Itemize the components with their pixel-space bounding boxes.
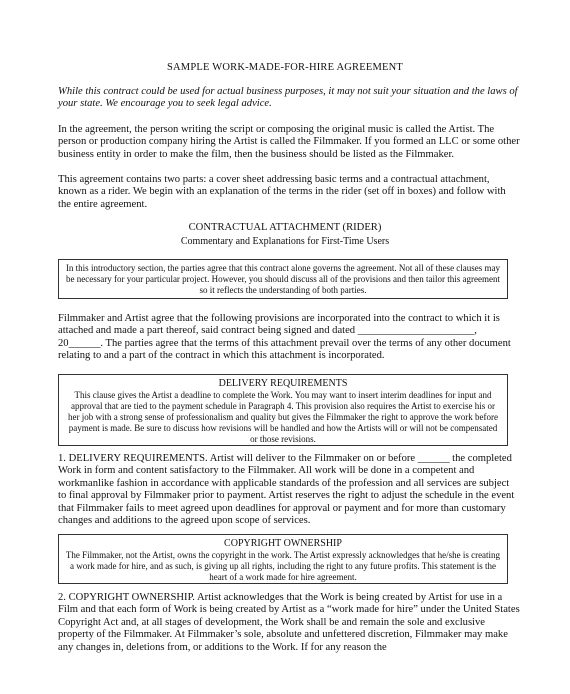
commentary-box-copyright-text: The Filmmaker, not the Artist, owns the copyright in the work. The Artist expressly acknowledges that he/she is creating a work made for hire, and as such, is giving up all rights, including the right to any future profits. This statement is the heart of a work made for hire agreement. bbox=[65, 550, 501, 582]
clause-copyright-ownership: 2. COPYRIGHT OWNERSHIP. Artist acknowledges that the Work is being created by Artist for use in a Film and that each form of Work is being created by Artist as a “work made for hire” under the United States Copyright Act and, at all stages of development, the Work shall be and remain the sole and exclusive property of the Filmmaker. At Filmmaker’s sole, absolute and unfettered discretion, Filmmaker may make any changes in, deletions from, or additions to the Work. If for any reason the bbox=[58, 592, 520, 653]
paragraph-incorporation: Filmmaker and Artist agree that the following provisions are incorporated into the contract to which it is attached and made a part thereof, said contract being signed and dated ______________________, 20______. The parties agree that the terms of this attachment prevail over the terms of any other document relating to and a part of the contract in which this attachment is incorporated. bbox=[58, 313, 511, 362]
commentary-box-intro bbox=[58, 259, 508, 299]
paragraph-structure: This agreement contains two parts: a cover sheet addressing basic terms and a contractual attachment, known as a rider. We begin with an explanation of the terms in the rider (set off in boxes) and follow with the entire agreement. bbox=[58, 174, 506, 210]
commentary-box-delivery-text: This clause gives the Artist a deadline to complete the Work. You may want to insert interim deadlines for input and approval that are tied to the payment schedule in Paragraph 4. This provision also requires the Artist to exercise his or her job with a strong sense of professionalism and quality but gives the Filmmaker the right to approve the work before payment is made. Be sure to discuss how revisions will be handled and how the Artists will or will not be compensated or those revisions. bbox=[68, 390, 498, 444]
commentary-box-copyright-heading: COPYRIGHT OWNERSHIP bbox=[224, 538, 342, 549]
rider-heading: CONTRACTUAL ATTACHMENT (RIDER) bbox=[188, 222, 382, 233]
commentary-box-intro-text: In this introductory section, the parties agree that this contract alone governs the agreement. Not all of these clauses may be necessary for your particular project. However, you should discuss all of the provisions and then tailor this agreement so it reflects the understanding of both parties. bbox=[65, 263, 501, 295]
paragraph-parties: In the agreement, the person writing the script or composing the original music is called the Artist. The person or production company hiring the Artist is called the Filmmaker. If you formed an LLC or some other business entity in order to make the film, then the business should be listed as the Filmmaker. bbox=[58, 124, 520, 160]
commentary-box-copyright bbox=[58, 534, 508, 584]
commentary-box-delivery-heading: DELIVERY REQUIREMENTS bbox=[218, 378, 348, 389]
commentary-box-delivery bbox=[58, 374, 508, 446]
rider-subheading: Commentary and Explanations for First-Time Users bbox=[180, 236, 390, 247]
document-title: SAMPLE WORK-MADE-FOR-HIRE AGREEMENT bbox=[166, 62, 404, 73]
intro-disclaimer: While this contract could be used for actual business purposes, it may not suit your situation and the laws of your state. We encourage you to seek legal advice. bbox=[58, 86, 518, 110]
clause-delivery-requirements: 1. DELIVERY REQUIREMENTS. Artist will deliver to the Filmmaker on or before ______ the completed Work in form and content satisfactory to the Filmmaker. All work will be done in a competent and workmanlike fashion in accordance with applicable standards of the profession and all services are subject to final approval by Filmmaker prior to payment. Artist reserves the right to adjust the schedule in the event that Filmmaker fails to meet agreed upon deadlines for approval or payment and for more than customary changes and additions to the agreed upon scope of services. bbox=[58, 453, 515, 527]
